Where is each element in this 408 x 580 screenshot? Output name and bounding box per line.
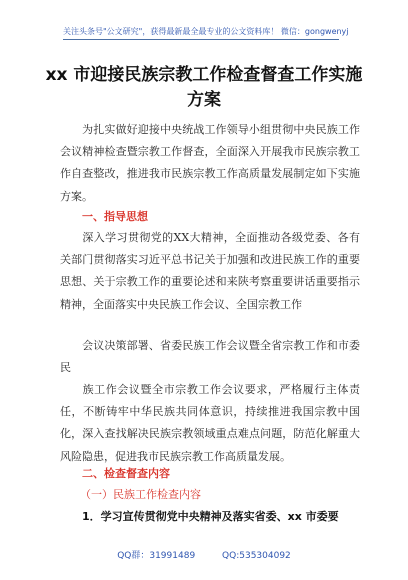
footer-qq-group: QQ群：31991489 <box>117 551 196 561</box>
section1-text-1: 深入学习贯彻党的XX大精神，全面推动各级党委、各有关部门贯彻落实习近平总书记关于加强和改进民族工作的重要思想、关于宗教工作的重要论述和来陕考察重要讲话重要指示精神，全面落实中央民族工作会议、全国宗教工作 <box>60 231 360 311</box>
section1-paragraph-1 <box>60 227 360 316</box>
title-line-1: xx 市迎接民族宗教工作检查督查工作实施 <box>45 65 363 85</box>
header-banner: 关注头条号"公文研究"，获得最新最全最专业的公文资料库！ 微信：gongwenyj <box>63 25 339 40</box>
title-line-2: 方案 <box>187 90 221 110</box>
section1-text-2: 会议决策部署、省委民族工作会议暨全省宗教工作和市委民 <box>60 339 360 375</box>
section2-heading: 二、检查督查内容 <box>82 467 170 480</box>
intro-text: 为扎实做好迎接中央统战工作领导小组贯彻中央民族工作会议精神检查暨宗教工作督查，全面深入开展我市民族宗教工作自查整改，推进我市民族宗教工作高质量发展制定如下实施方案。 <box>60 123 360 203</box>
section1-paragraph-3 <box>60 379 360 468</box>
section2-item-1: 1．学习宣传贯彻党中央精神及落实省委、xx 市委要 <box>82 510 339 523</box>
section2-subheading-1: （一）民族工作检查内容 <box>80 488 201 501</box>
document-title <box>40 63 368 113</box>
footer-qq: QQ:535304092 <box>222 551 291 561</box>
section1-text-3: 族工作会议暨全市宗教工作会议要求，严格履行主体责任，不断铸牢中华民族共同体意识，持续推进我国宗教中国化，深入查找解决民族宗教领域重点难点问题，防范化解重大风险隐患，促进我市民族宗教工作高质量发展。 <box>60 383 360 463</box>
section1-paragraph-2 <box>60 335 360 379</box>
section1-heading: 一、指导思想 <box>82 210 148 223</box>
intro-paragraph <box>60 119 360 208</box>
footer <box>0 548 408 561</box>
